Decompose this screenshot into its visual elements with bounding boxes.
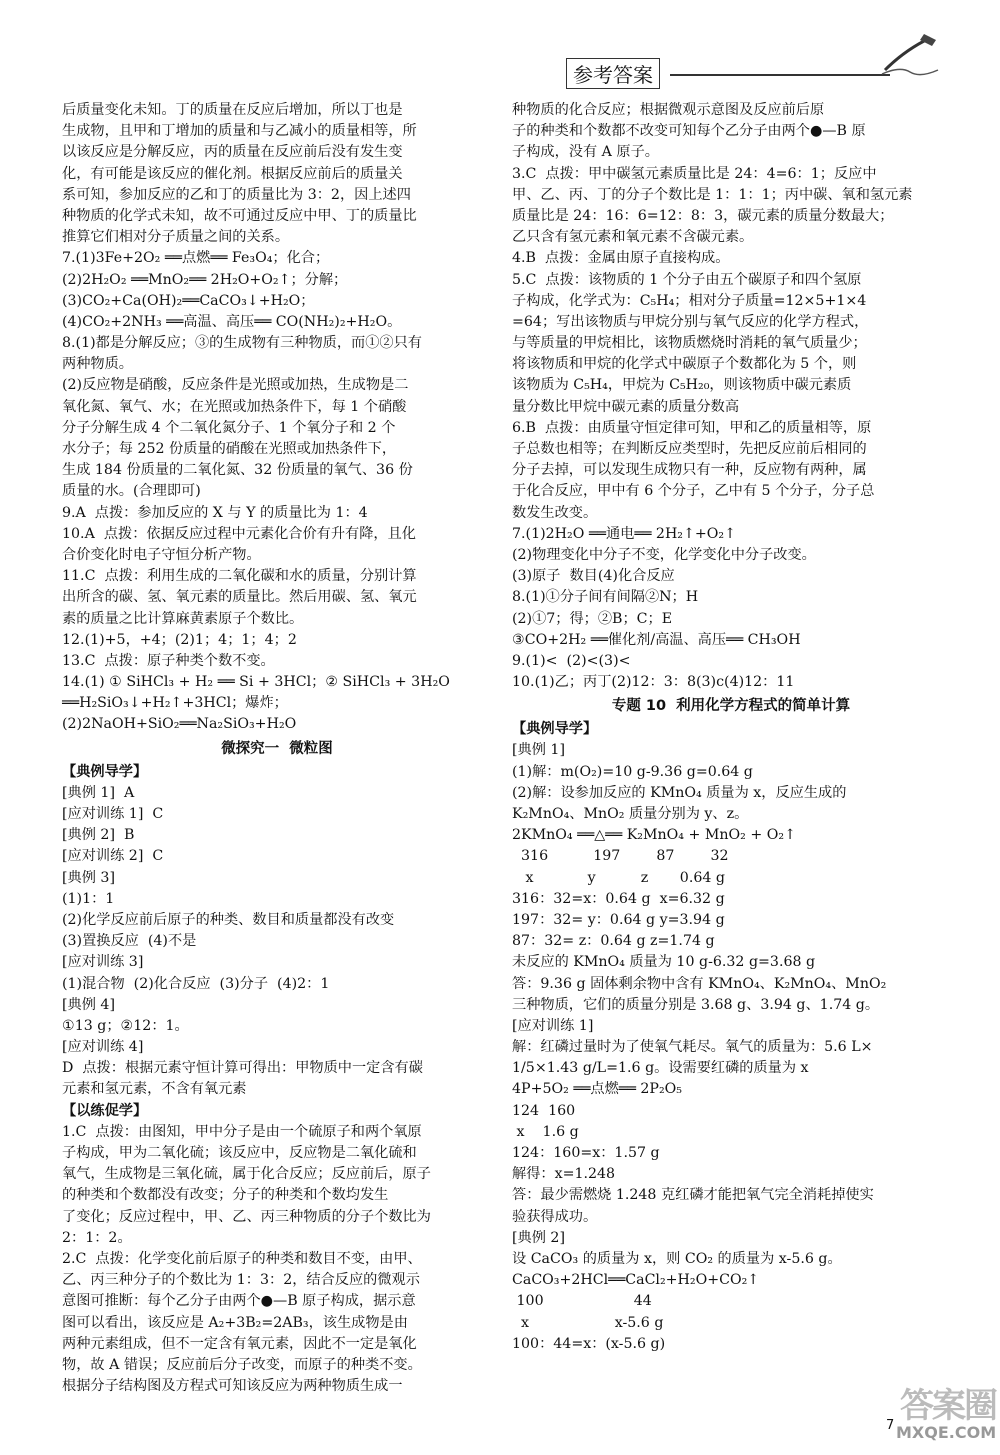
text-line: 316 197 87 32	[512, 848, 729, 865]
text-line: 10.(1)乙；丙丁(2)12：3：8(3)c(4)12：11	[512, 674, 795, 691]
text-line: 子的种类和个数都不改变可知每个乙分子由两个●—B 原	[512, 123, 866, 140]
text-line: (2)化学反应前后原子的种类、数目和质量都没有改变	[62, 911, 395, 928]
text-line: [典例 2] B	[62, 827, 135, 844]
text-line: 8.(1)①分子间有间隔②N；H	[512, 589, 699, 606]
text-line: 的种类和个数都没有改变；分子的种类和个数均发生	[62, 1187, 389, 1204]
text-line: ══H₂SiO₃↓+H₂↑+3HCl；爆炸；	[62, 695, 288, 712]
subsection-heading: 【以练促学】	[62, 1102, 148, 1119]
text-line: 水分子；每 252 份质量的硝酸在光照或加热条件下，	[62, 441, 397, 457]
text-line: 两种元素组成，但不一定含有氧元素，因此不一定是氧化	[62, 1335, 417, 1352]
text-line: 化，有可能是该反应的催化剂。根据反应前后的质量关	[62, 165, 403, 182]
text-line: 6.B 点拨：由质量守恒定律可知，甲和乙的质量相等，原	[512, 419, 872, 436]
text-line: 1.C 点拨：由图知，甲中分子是由一个硫原子和两个氧原	[62, 1123, 422, 1140]
text-line: =64；写出该物质与甲烷分别与氧气反应的化学方程式，	[512, 313, 869, 330]
subsection-heading: 【典例导学】	[512, 721, 598, 738]
text-line: 100 44	[512, 1293, 652, 1310]
text-line: (2)物理变化中分子不变，化学变化中分子改变。	[512, 546, 816, 563]
text-line: 量分数比甲烷中碳元素的质量分数高	[512, 398, 740, 415]
text-line: [应对训练 1] C	[62, 806, 164, 822]
left-column	[62, 100, 492, 1397]
text-line: ③CO+2H₂ ══催化剂/高温、高压══ CH₃OH	[512, 631, 801, 648]
page-header	[560, 28, 940, 88]
text-line: 生成物，且甲和丁增加的质量和与乙减小的质量相等，所	[62, 123, 417, 140]
text-line: 4P+5O₂ ══点燃══ 2P₂O₅	[512, 1081, 682, 1098]
right-column	[512, 100, 950, 1355]
text-line: (2)2NaOH+SiO₂══Na₂SiO₃+H₂O	[62, 716, 297, 733]
text-line: 3.C 点拨：甲中碳氢元素质量比是 24：4=6：1；反应中	[512, 165, 877, 182]
page-number: 7	[886, 1418, 895, 1433]
text-line: 4.B 点拨：金属由原子直接构成。	[512, 250, 730, 267]
text-line: 物，故 A 错误；反应前后分子改变，而原子的种类不变。	[62, 1356, 422, 1373]
text-line: 设 CaCO₃ 的质量为 x，则 CO₂ 的质量为 x-5.6 g。	[512, 1250, 842, 1267]
text-line: 2KMnO₄ ══△══ K₂MnO₄ + MnO₂ + O₂↑	[512, 827, 796, 844]
text-line: [典例 1]	[512, 742, 565, 759]
text-line: 10.A 点拨：依据反应过程中元素化合价有升有降，且化	[62, 525, 416, 542]
text-line: 氧化氮、氧气、水；在光照或加热条件下，每 1 个硝酸	[62, 398, 407, 415]
text-line: 答：9.36 g 固体剩余物中含有 KMnO₄、K₂MnO₄、MnO₂	[512, 975, 887, 992]
text-line: (2)解：设参加反应的 KMnO₄ 质量为 x，反应生成的	[512, 784, 847, 801]
text-line: 意图可推断：每个乙分子由两个●—B 原子构成，据示意	[62, 1293, 416, 1310]
text-line: 9.A 点拨：参加反应的 X 与 Y 的质量比为 1：4	[62, 504, 368, 521]
text-line: 数发生改变。	[512, 504, 598, 521]
text-line: 124 160	[512, 1102, 576, 1119]
text-line: (1)1：1	[62, 890, 115, 907]
text-line: 12.(1)+5，+4；(2)1；4；1；4；2	[62, 631, 297, 648]
text-line: (1)解：m(O₂)=10 g-9.36 g=0.64 g	[512, 763, 753, 780]
text-line: 分子去掉，可以发现生成物只有一种，反应物有两种，属	[512, 462, 867, 479]
text-line: CaCO₃+2HCl══CaCl₂+H₂O+CO₂↑	[512, 1272, 760, 1289]
text-line: 与等质量的甲烷相比，该物质燃烧时消耗的氧气质量少；	[512, 335, 867, 352]
text-line: (4)CO₂+2NH₃ ══高温、高压══ CO(NH₂)₂+H₂O。	[62, 313, 402, 330]
text-line: 87：32= z：0.64 g z=1.74 g	[512, 933, 715, 950]
text-line: 出所含的碳、氢、氧元素的质量比。然后用碳、氢、氧元	[62, 589, 417, 606]
text-line: 系可知，参加反应的乙和丁的质量比为 3：2，因上述四	[62, 186, 411, 203]
text-line: (3)置换反应 (4)不是	[62, 933, 197, 950]
text-line: 5.C 点拨：该物质的 1 个分子由五个碳原子和四个氢原	[512, 271, 862, 288]
text-line: 9.(1)< (2)<(3)<	[512, 652, 631, 669]
text-line: 图可以看出，该反应是 A₂+3B₂=2AB₃，该生成物是由	[62, 1314, 408, 1331]
text-line: 种物质的化学式未知，故不可通过反应中甲、丁的质量比	[62, 207, 417, 224]
text-line: 1/5×1.43 g/L=1.6 g。设需要红磷的质量为 x	[512, 1060, 809, 1077]
text-line: 将该物质和甲烷的化学式中碳原子个数都化为 5 个，则	[512, 356, 857, 373]
text-line: 197：32= y：0.64 g y=3.94 g	[512, 911, 725, 928]
text-line: 2.C 点拨：化学变化前后原子的种类和数目不变，由甲、	[62, 1250, 422, 1267]
text-line: [应对训练 3]	[62, 954, 144, 971]
section-heading: 微探究一 微粒图	[221, 740, 333, 757]
text-line: [典例 3]	[62, 869, 115, 886]
text-line: 生成 184 份质量的二氧化氮、32 份质量的氧气、36 份	[62, 462, 413, 479]
header-title: 参考答案	[566, 58, 660, 89]
text-line: 乙只含有氢元素和氧元素不含碳元素。	[512, 229, 754, 246]
text-line: 元素和氢元素，不含有氧元素	[62, 1081, 247, 1098]
text-line: 子总数也相等；在判断反应类型时，先把反应前后相同的	[512, 441, 867, 457]
text-line: [应对训练 1]	[512, 1017, 594, 1034]
text-line: 三种物质，它们的质量分别是 3.68 g、3.94 g、1.74 g。	[512, 996, 880, 1013]
text-line: x 1.6 g	[512, 1123, 579, 1140]
text-line: 14.(1) ① SiHCl₃ + H₂ ══ Si + 3HCl；② SiHCl₃ + 3H₂O	[62, 674, 450, 691]
text-line: 质量的水。(合理即可)	[62, 483, 201, 500]
text-line: 100：44=x：(x-5.6 g)	[512, 1335, 666, 1352]
text-line: 验获得成功。	[512, 1208, 598, 1225]
text-line: 8.(1)都是分解反应；③的生成物有三种物质，而①②只有	[62, 335, 422, 352]
text-line: (3)CO₂+Ca(OH)₂══CaCO₃↓+H₂O；	[62, 292, 315, 309]
text-line: 氧气，生成物是三氧化硫，属于化合反应；反应前后，原子	[62, 1166, 431, 1183]
text-line: x y z 0.64 g	[512, 869, 725, 886]
text-line: K₂MnO₄、MnO₂ 质量分别为 y、z。	[512, 806, 749, 822]
text-line: 两种物质。	[62, 356, 133, 373]
header-rule	[670, 74, 890, 76]
text-line: 于化合反应，甲中有 6 个分子，乙中有 5 个分子，分子总	[512, 483, 875, 500]
text-line: 未反应的 KMnO₄ 质量为 10 g-6.32 g=3.68 g	[512, 954, 816, 971]
text-line: 乙、丙三种分子的个数比为 1：3：2，结合反应的微观示	[62, 1272, 420, 1289]
text-line: 7.(1)3Fe+2O₂ ══点燃══ Fe₃O₄；化合；	[62, 250, 330, 267]
text-line: 推算它们相对分子质量之间的关系。	[62, 229, 290, 246]
text-line: 种物质的化合反应；根据微观示意图及反应前后原	[512, 102, 825, 118]
text-line: 该物质为 C₅H₄，甲烷为 C₅H₂₀，则该物质中碳元素质	[512, 377, 852, 394]
text-line: D 点拨：根据元素守恒计算可得出：甲物质中一定含有碳	[62, 1060, 423, 1077]
pen-decoration-icon	[880, 30, 940, 80]
text-line: 子构成，甲为二氧化硫；该反应中，反应物是二氧化硫和	[62, 1145, 417, 1161]
text-line: [应对训练 2] C	[62, 848, 164, 865]
text-line: 答：最少需燃烧 1.248 克红磷才能把氧气完全消耗掉使实	[512, 1187, 874, 1204]
text-line: ①13 g；②12：1。	[62, 1017, 189, 1034]
text-line: 7.(1)2H₂O ══通电══ 2H₂↑+O₂↑	[512, 525, 736, 542]
text-line: 解：红磷过量时为了使氧气耗尽。氧气的质量为：5.6 L×	[512, 1039, 873, 1056]
text-line: 124：160=x：1.57 g	[512, 1145, 660, 1161]
text-line: (2)①7；得；②B；C；E	[512, 610, 673, 627]
text-line: [应对训练 4]	[62, 1039, 144, 1056]
text-line: 13.C 点拨：原子种类个数不变。	[62, 652, 275, 669]
subsection-heading: 【典例导学】	[62, 763, 148, 780]
text-line: 子构成，没有 A 原子。	[512, 144, 659, 161]
section-heading: 专题 10 利用化学方程式的简单计算	[611, 698, 851, 715]
text-line: 解得：x=1.248	[512, 1166, 616, 1183]
text-line: 根据分子结构图及方程式可知该反应为两种物质生成一	[62, 1378, 403, 1395]
watermark-logo: 答案圈 MXQE.COM	[896, 1386, 997, 1442]
text-line: 素的质量之比计算麻黄素原子个数比。	[62, 610, 304, 627]
text-line: (2)反应物是硝酸，反应条件是光照或加热，生成物是二	[62, 377, 409, 394]
text-line: (1)混合物 (2)化合反应 (3)分子 (4)2：1	[62, 975, 330, 992]
text-line: [典例 2]	[512, 1229, 565, 1246]
text-line: [典例 1] A	[62, 784, 135, 801]
text-line: (2)2H₂O₂ ══MnO₂══ 2H₂O+O₂↑；分解；	[62, 271, 348, 288]
text-line: 以该反应是分解反应，丙的质量在反应前后没有发生变	[62, 144, 403, 161]
text-line: 合价变化时电子守恒分析产物。	[62, 546, 261, 563]
text-line: [典例 4]	[62, 996, 115, 1013]
text-line: 11.C 点拨：利用生成的二氧化碳和水的质量，分别计算	[62, 568, 417, 585]
text-line: x x-5.6 g	[512, 1314, 664, 1331]
text-line: 了变化；反应过程中，甲、乙、丙三种物质的分子个数比为	[62, 1208, 431, 1225]
text-line: (3)原子 数目(4)化合反应	[512, 568, 675, 585]
text-line: 316：32=x：0.64 g x=6.32 g	[512, 890, 725, 907]
text-line: 分子分解生成 4 个二氧化氮分子、1 个氧分子和 2 个	[62, 419, 396, 436]
text-line: 甲、乙、丙、丁的分子个数比是 1：1：1；丙中碳、氧和氢元素	[512, 186, 913, 203]
text-line: 质量比是 24：16：6=12：8：3，碳元素的质量分数最大；	[512, 207, 894, 224]
text-line: 子构成，化学式为：C₅H₄；相对分子质量=12×5+1×4	[512, 292, 867, 309]
text-line: 2：1：2。	[62, 1229, 132, 1246]
text-line: 后质量变化未知。丁的质量在反应后增加，所以丁也是	[62, 102, 403, 118]
